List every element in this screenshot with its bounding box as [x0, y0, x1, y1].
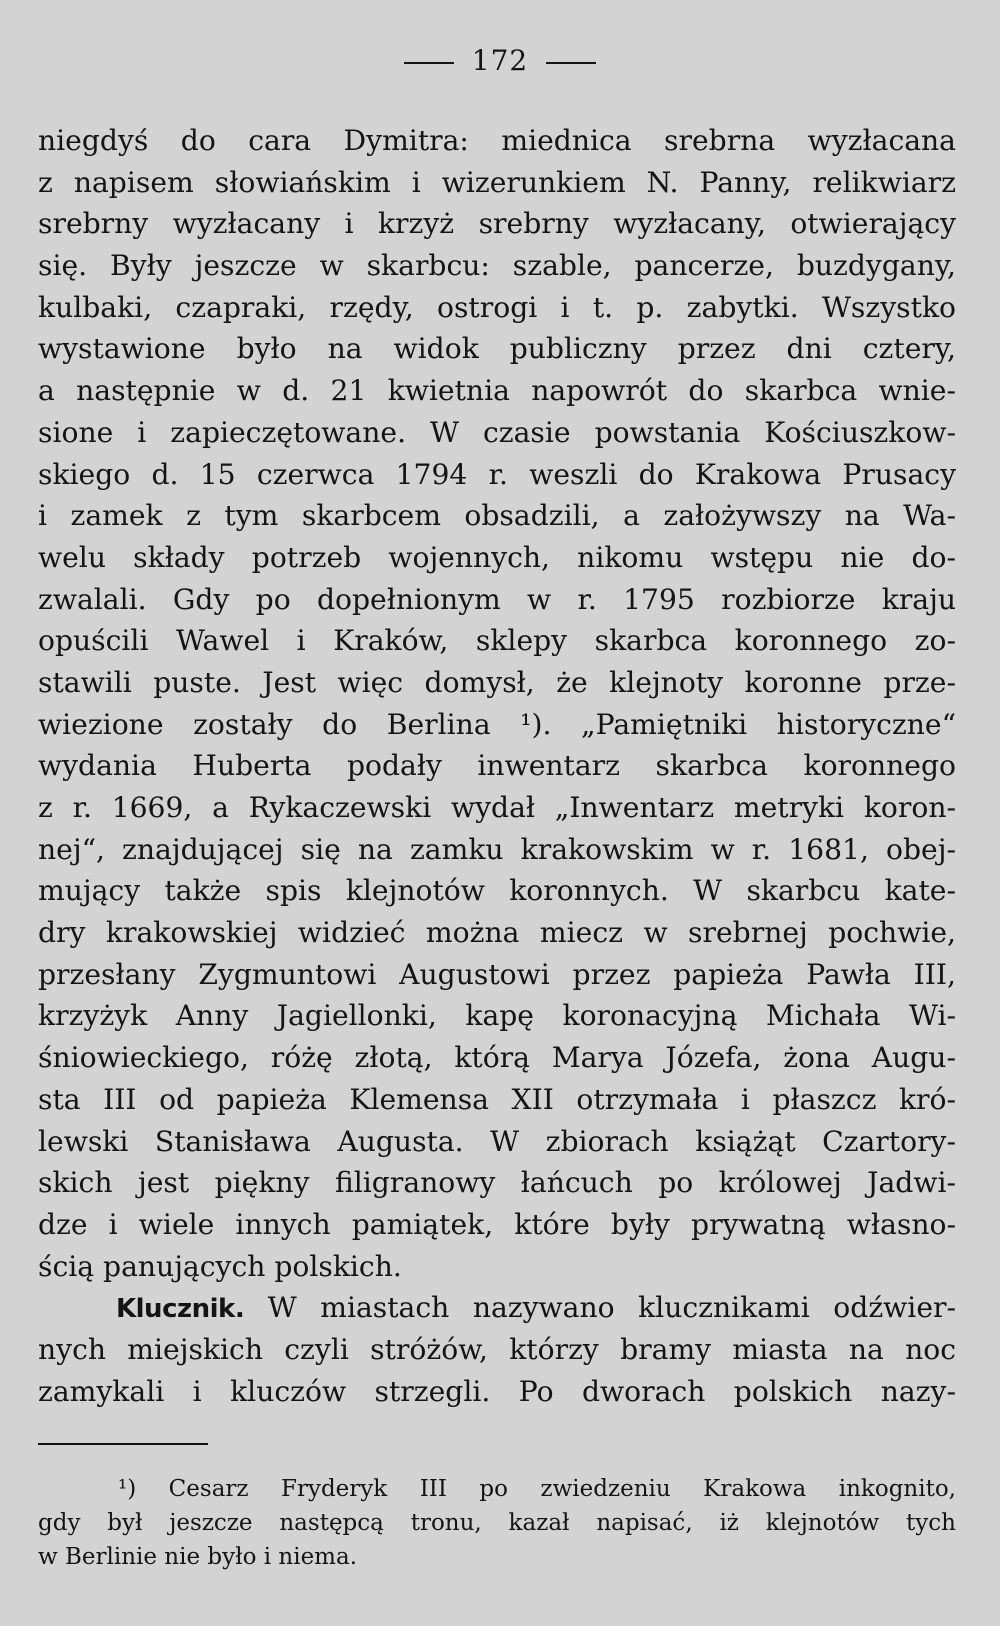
text-line: dze i wiele innych pamiątek, które były prywatną własno-: [38, 1207, 956, 1241]
text-line: przesłany Zygmuntowi Augustowi przez papieża Pawła III,: [38, 957, 956, 991]
header-dash-right: [546, 62, 596, 64]
text-line: kulbaki, czapraki, rzędy, ostrogi i t. p. zabytki. Wszystko: [38, 290, 956, 324]
text-line: mujący także spis klejnotów koronnych. W skarbcu kate-: [38, 874, 956, 908]
text-line: welu składy potrzeb wojennych, nikomu wstępu nie do-: [38, 540, 956, 574]
footnotes: [38, 1472, 956, 1574]
text-line: z napisem słowiańskim i wizerunkiem N. Panny, relikwiarz: [38, 165, 956, 199]
text-line: zwalali. Gdy po dopełnionym w r. 1795 rozbiorze kraju: [38, 582, 956, 616]
entry-first-line-text: W miastach nazywano klucznikami odźwier-: [267, 1291, 956, 1325]
text-line: stawili puste. Jest więc domysł, że klejnoty koronne prze-: [38, 665, 956, 699]
text-line: ścią panujących polskich.: [38, 1249, 402, 1283]
text-line: nej“, znajdującej się na zamku krakowskim w r. 1681, obej-: [38, 832, 956, 866]
text-line: a następnie w d. 21 kwietnia napowrót do skarbca wnie-: [38, 374, 956, 408]
text-line: nych miejskich czyli stróżów, którzy bramy miasta na noc: [38, 1332, 956, 1366]
text-line: i zamek z tym skarbcem obsadzili, a założywszy na Wa-: [38, 499, 956, 533]
text-line: wydania Huberta podały inwentarz skarbca koronnego: [38, 749, 956, 783]
text-line: z r. 1669, a Rykaczewski wydał „Inwentarz metryki koron-: [38, 791, 956, 824]
text-line: srebrny wyzłacany i krzyż srebrny wyzłacany, otwierający: [38, 207, 956, 241]
text-line: wystawione było na widok publiczny przez dni cztery,: [38, 332, 956, 366]
text-line: krzyżyk Anny Jagiellonki, kapę koronacyjną Michała Wi-: [38, 999, 956, 1033]
text-line: opuścili Wawel i Kraków, sklepy skarbca koronnego zo-: [38, 624, 956, 658]
footnote-line: ¹) Cesarz Fryderyk III po zwiedzeniu Krakowa inkognito,: [118, 1476, 956, 1502]
entry-first-line: [38, 1287, 956, 1329]
text-line: skich jest piękny filigranowy łańcuch po królowej Jadwi-: [38, 1166, 956, 1200]
text-line: wiezione zostały do Berlina ¹). „Pamiętniki historyczne“: [38, 707, 956, 741]
text-line: lewski Stanisława Augusta. W zbiorach książąt Czartory-: [38, 1124, 956, 1158]
text-line: dry krakowskiej widzieć można miecz w srebrnej pochwie,: [38, 916, 956, 950]
footnote-line: gdy był jeszcze następcą tronu, kazał napisać, iż klejnotów tych: [38, 1510, 956, 1536]
page-header: [0, 44, 1000, 84]
text-line: się. Były jeszcze w skarbcu: szable, pancerze, buzdygany,: [38, 249, 956, 283]
text-line: sione i zapieczętowane. W czasie powstania Kościuszkow-: [38, 415, 956, 449]
entry-headword: Klucznik.: [116, 1294, 245, 1325]
footnote-rule: [38, 1443, 208, 1445]
text-line: zamykali i kluczów strzegli. Po dworach polskich nazy-: [38, 1374, 956, 1408]
footnote-line: w Berlinie nie było i niema.: [38, 1544, 358, 1570]
text-line: skiego d. 15 czerwca 1794 r. weszli do Krakowa Prusacy: [38, 457, 956, 491]
text-line: niegdyś do cara Dymitra: miednica srebrna wyzłacana: [38, 124, 956, 157]
main-text: [38, 120, 956, 1412]
header-dash-left: [404, 62, 454, 64]
page-number: 172: [471, 44, 529, 77]
text-line: śniowieckiego, różę złotą, którą Marya Józefa, żona Augu-: [38, 1041, 956, 1075]
text-line: sta III od papieża Klemensa XII otrzymała i płaszcz kró-: [38, 1082, 956, 1116]
